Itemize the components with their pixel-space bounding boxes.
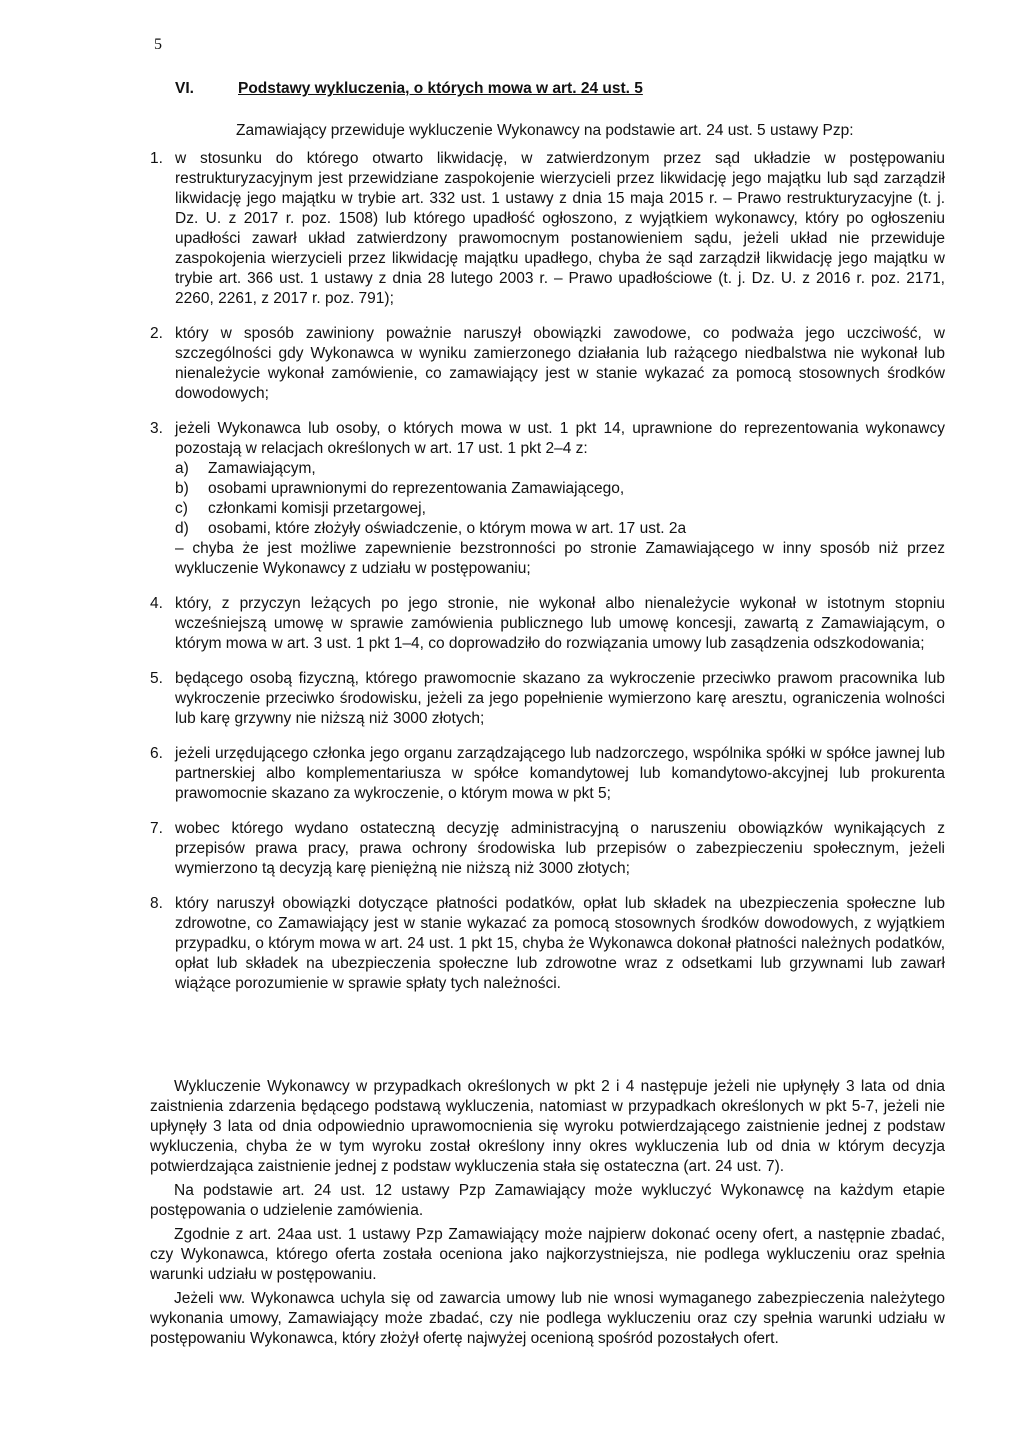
section-roman-numeral: VI. [175, 80, 194, 97]
sub-item-letter: b) [175, 480, 189, 497]
sub-list-item [175, 459, 945, 479]
list-item [150, 419, 945, 579]
item-text: będącego osobą fizyczną, którego prawomocnie skazano za wykroczenie przeciwko prawom pracownika lub wykroczenie przeciwko środowisku, jeżeli za jego popełnienie wymierzono karę aresztu, ograniczenia wolności lub karę grzywny nie niższą niż 3000 złotych; [175, 670, 945, 727]
item-text: w stosunku do którego otwarto likwidację, w zatwierdzonym przez sąd układzie w postępowaniu restrukturyzacyjnym jest przewidziane zaspokojenie wierzycieli przez likwidację jego majątku lub sąd zarządził likwidację jego majątku w trybie art. 332 ust. 1 ustawy z dnia 15 maja 2015 r. – Prawo restrukturyzacyjne (t. j. Dz. U. z 2017 r. poz. 1508) lub którego upadłość ogłoszono, z wyjątkiem wykonawcy, który po ogłoszeniu upadłości zawarł układ zatwierdzony prawomocnym postanowieniem sądu, jeżeli układ nie przewiduje zaspokojenia wierzycieli przez likwidację majątku upadłego, chyba że sąd zarządził likwidację jego majątku w trybie art. 366 ust. 1 ustawy z dnia 28 lutego 2003 r. – Prawo upadłościowe (t. j. Dz. U. z 2016 r. poz. 2171, 2260, 2261, z 2017 r. poz. 791); [175, 150, 945, 307]
section-title: Podstawy wykluczenia, o których mowa w art. 24 ust. 5 [238, 80, 643, 97]
closing-paragraph: Na podstawie art. 24 ust. 12 ustawy Pzp Zamawiający może wykluczyć Wykonawcę na każdym etapie postępowania o udzielenie zamówienia. [150, 1182, 945, 1219]
list-item [150, 594, 945, 654]
sub-list-item [175, 519, 945, 539]
item-text: który w sposób zawiniony poważnie naruszył obowiązki zawodowe, co podważa jego uczciwość, w szczególności gdy Wykonawca w wyniku zamierzonego działania lub rażącego niedbalstwa nie wykonał lub nienależycie wykonał zamówienie, co zamawiający jest w stanie wykazać za pomocą stosownych środków dowodowych; [175, 325, 945, 402]
sub-list [175, 459, 945, 539]
sub-item-letter: c) [175, 500, 188, 517]
item-number: 2. [150, 325, 163, 342]
list-item [150, 744, 945, 804]
list-item [150, 149, 945, 309]
exclusion-list [150, 149, 945, 1009]
closing-paragraph: Zgodnie z art. 24aa ust. 1 ustawy Pzp Zamawiający może najpierw dokonać oceny ofert, a następnie zbadać, czy Wykonawca, którego oferta została oceniona jako najkorzystniejsza, nie podlega wykluczeniu oraz spełnia warunki udziału w postępowaniu. [150, 1226, 945, 1283]
list-item [150, 819, 945, 879]
sub-list-item [175, 479, 945, 499]
sub-list-item [175, 499, 945, 519]
list-item [150, 324, 945, 404]
list-item [150, 669, 945, 729]
intro-paragraph: Zamawiający przewiduje wykluczenie Wykonawcy na podstawie art. 24 ust. 5 ustawy Pzp: [236, 122, 854, 139]
item-tail-text: – chyba że jest możliwe zapewnienie bezstronności po stronie Zamawiającego w inny sposób niż przez wykluczenie Wykonawcy z udziału w postępowaniu; [175, 540, 945, 577]
item-text: jeżeli urzędującego członka jego organu zarządzającego lub nadzorczego, wspólnika spółki w spółce jawnej lub partnerskiej albo komplementariusza w spółce komandytowej lub komandytowo-akcyjnej lub prokurenta prawomocnie skazano za wykroczenie, o którym mowa w pkt 5; [175, 745, 945, 802]
item-text: który, z przyczyn leżących po jego stronie, nie wykonał albo nienależycie wykonał w istotnym stopniu wcześniejszą umowę w sprawie zamówienia publicznego lub umowę koncesji, zawartą z Zamawiającym, o którym mowa w art. 3 ust. 1 pkt 1–4, co doprowadziło do rozwiązania umowy lub zasądzenia odszkodowania; [175, 595, 945, 652]
item-number: 4. [150, 595, 163, 612]
list-item [150, 894, 945, 994]
page-number: 5 [154, 36, 162, 53]
item-number: 5. [150, 670, 163, 687]
sub-item-text: osobami, które złożyły oświadczenie, o którym mowa w art. 17 ust. 2a [208, 520, 687, 537]
sub-item-text: osobami uprawnionymi do reprezentowania Zamawiającego, [208, 480, 625, 497]
item-number: 3. [150, 420, 163, 437]
closing-paragraph: Wykluczenie Wykonawcy w przypadkach określonych w pkt 2 i 4 następuje jeżeli nie upłynęły 3 lata od dnia zaistnienia zdarzenia będącego podstawą wykluczenia, natomiast w przypadkach określonych w pkt 5-7, jeżeli nie upłynęły 3 lata od dnia odpowiednio uprawomocnienia się wyroku potwierdzającego zaistnienie jednej z podstaw wykluczenia, chyba że w tym wyroku został określony inny okres wykluczenia lub od dnia w którym decyzja potwierdzająca zaistnienie jednej z podstaw wykluczenia stała się ostateczna (art. 24 ust. 7). [150, 1078, 945, 1175]
closing-paragraph: Jeżeli ww. Wykonawca uchyla się od zawarcia umowy lub nie wnosi wymaganego zabezpieczenia należytego wykonania umowy, Zamawiający może zbadać, czy nie podlega wykluczeniu oraz czy spełnia warunki udziału w postępowaniu Wykonawca, który złożył ofertę najwyżej ocenioną spośród pozostałych ofert. [150, 1290, 945, 1347]
item-body [175, 419, 945, 579]
item-text: jeżeli Wykonawca lub osoby, o których mowa w ust. 1 pkt 14, uprawnione do reprezentowania wykonawcy pozostają w relacjach określonych w art. 17 ust. 1 pkt 2–4 z: [175, 420, 945, 457]
item-number: 6. [150, 745, 163, 762]
item-number: 7. [150, 820, 163, 837]
sub-item-text: członkami komisji przetargowej, [208, 500, 426, 517]
item-number: 8. [150, 895, 163, 912]
sub-item-text: Zamawiającym, [208, 460, 316, 477]
sub-item-letter: a) [175, 460, 189, 477]
item-number: 1. [150, 150, 163, 167]
section-heading [175, 80, 643, 98]
item-text: który naruszył obowiązki dotyczące płatności podatków, opłat lub składek na ubezpieczenia społeczne lub zdrowotne, co Zamawiający jest w stanie wykazać za pomocą stosownych środków dowodowych, z wyjątkiem przypadku, o którym mowa w art. 24 ust. 1 pkt 15, chyba że Wykonawca dokonał płatności należnych podatków, opłat lub składek na ubezpieczenia społeczne lub zdrowotne wraz z odsetkami lub grzywnami lub zawarł wiążące porozumienie w sprawie spłaty tych należności. [175, 895, 945, 992]
sub-item-letter: d) [175, 520, 189, 537]
item-text: wobec którego wydano ostateczną decyzję administracyjną o naruszeniu obowiązków wynikających z przepisów prawa pracy, prawa ochrony środowiska lub przepisów o zabezpieczeniu społecznym, jeżeli wymierzono tą decyzją karę pieniężną nie niższą niż 3000 złotych; [175, 820, 945, 877]
closing-section [150, 1077, 945, 1353]
